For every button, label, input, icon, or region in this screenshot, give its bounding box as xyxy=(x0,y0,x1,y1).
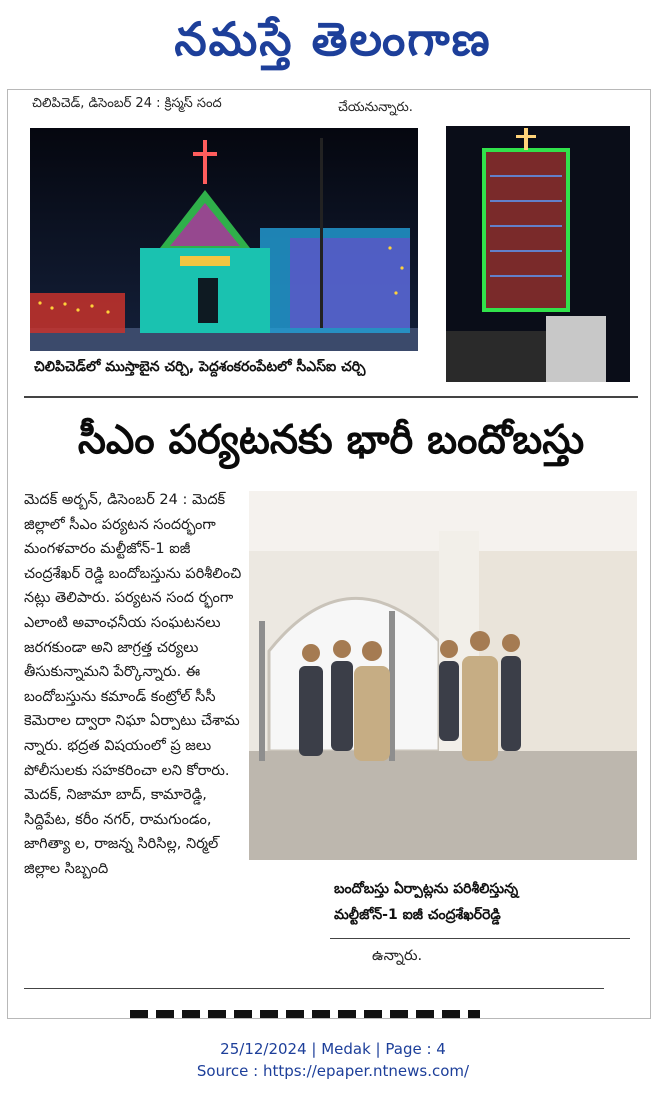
article-body-text: మెదక్ అర్బన్, డిసెంబర్ 24 : మెదక్ జిల్లాలో సీఎం పర్యటన సందర్భంగా మంగళవారం మల్టీజోన్-1 ఐజీ చంద్రశేఖర్ రెడ్డి బందోబస్తును పరిశీలించి నట్లు తెలిపారు. పర్యటన సంద ర్భంగా ఎలాంటి అవాంఛనీయ సంఘటనలు జరగకుండా అని జాగ్రత్త చర్యలు తీసుకున్నామని పేర్కొన్నారు. ఈ బందోబస్తును కమాండ్ కంట్రోల్ సీసీ కెమెరాల ద్వారా నిఘా ఏర్పాటు చేశామ న్నారు. భద్రత విషయంలో ప్ర జలు పోలీసులకు సహకరించా లని కోరారు. మెదక్, నిజామా బాద్, కామారెడ్డి, సిద్దిపేట, కరీం నగర్, రామగుండం, జాగిత్యా ల, రాజన్న సిరిసిల్ల, నిర్మల్ జిల్లాల సిబ్బంది xyxy=(24,492,242,877)
article-body xyxy=(24,488,242,882)
inspection-illustration xyxy=(249,491,637,860)
inspection-photo xyxy=(249,491,637,860)
bottom-divider xyxy=(24,988,604,989)
clipped-top-text-right: చేయనున్నారు. xyxy=(338,100,413,115)
footer-date-line: 25/12/2024 | Medak | Page : 4 xyxy=(220,1040,446,1058)
church-photo-peddashankarampet xyxy=(446,126,630,382)
photo-caption-churches: చిలిపిచెడ్‌లో ముస్తాబైన చర్చి, పెద్దశంకరంపేటలో సీఎస్ఐ చర్చి xyxy=(34,359,366,375)
inspection-caption-line2: మల్టీజోన్-1 ఐజీ చంద్రశేఖర్‌రెడ్డి xyxy=(334,907,501,923)
masthead-title: నమస్తే తెలంగాణ xyxy=(174,12,492,66)
clipped-top-text-left: చిలిపిచెడ్, డిసెంబర్ 24 : క్రిస్మస్ సంద xyxy=(32,96,222,111)
cropped-next-headline xyxy=(130,1010,480,1018)
article-continuation: ఉన్నారు. xyxy=(372,948,423,964)
church-illustration xyxy=(30,128,418,351)
caption-divider xyxy=(330,938,630,939)
church-photo-chilipiched xyxy=(30,128,418,351)
section-divider xyxy=(24,396,638,398)
article-headline: సీఎం పర్యటనకు భారీ బందోబస్తు xyxy=(77,417,585,463)
inspection-caption-line1: బందోబస్తు ఏర్పాట్లను పరిశీలిస్తున్న xyxy=(334,881,519,897)
footer-source-line: Source : https://epaper.ntnews.com/ xyxy=(196,1062,470,1080)
church-tower-illustration xyxy=(446,126,630,382)
